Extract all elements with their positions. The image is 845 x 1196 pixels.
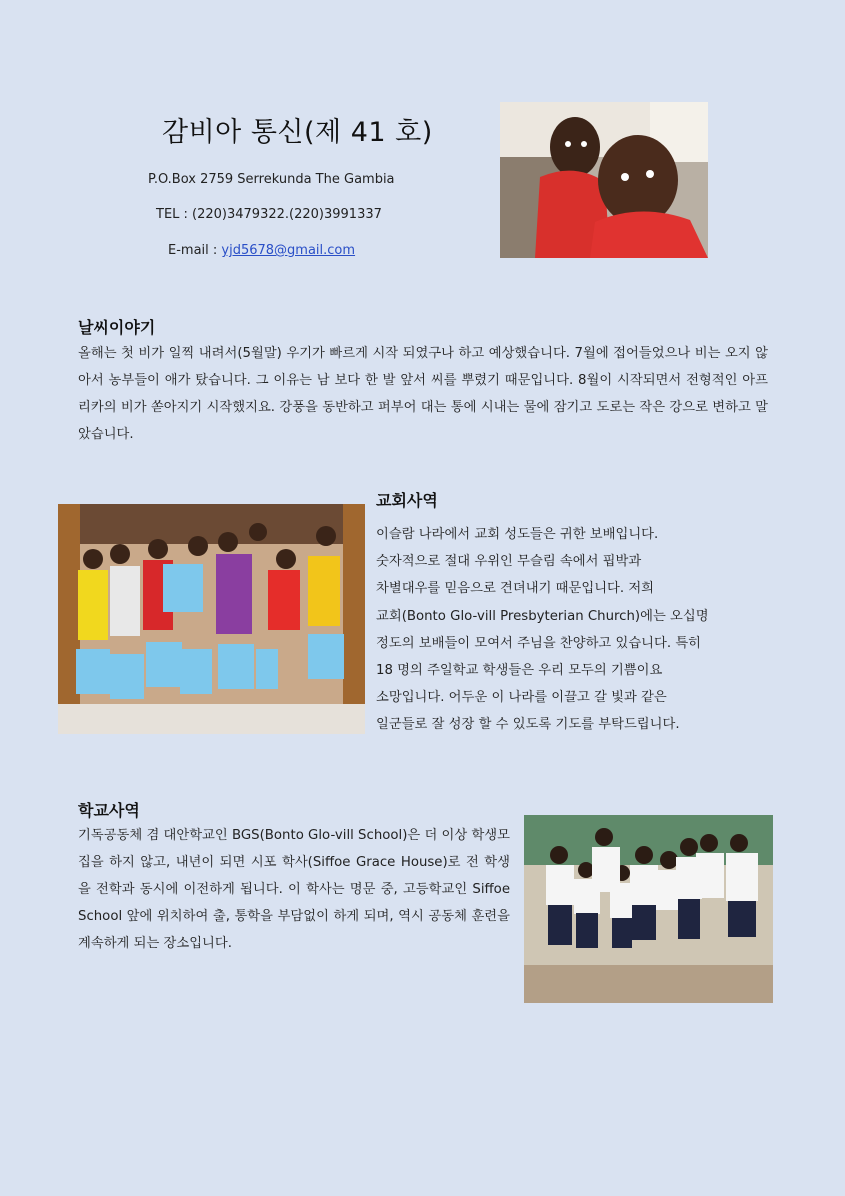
church-line: 숫자적으로 절대 우위인 무슬림 속에서 핍박과: [376, 554, 642, 570]
church-line: 이슬람 나라에서 교회 성도들은 귀한 보배입니다.: [376, 527, 659, 542]
church-paragraph: [376, 521, 776, 739]
address-line: P.O.Box 2759 Serrekunda The Gambia: [148, 172, 395, 187]
email-link[interactable]: yjd5678@gmail.com: [221, 243, 356, 258]
weather-paragraph: 올해는 첫 비가 일찍 내려서(5월말) 우기가 빠르게 시작 되였구나 하고 예상했습니다. 7월에 접어들었으나 비는 오지 않아서 농부들이 애가 탔습니다. 그 이유는 남 보다 한 발 앞서 씨를 뿌렸기 때문입니다. 8월이 시작되면서 전형적인 아프리카의 비가 쏟아지기 시작했지요. 강풍을 동반하고 퍼부어 대는 통에 시내는 물에 잠기고 도로는 작은 강으로 변하고 말았습니다.: [78, 346, 768, 442]
students-photo: [524, 815, 773, 1003]
church-line: 일군들로 잘 성장 할 수 있도록 기도를 부탁드립니다.: [376, 717, 680, 733]
church-line: 정도의 보배들이 모여서 주님을 찬양하고 있습니다. 특히: [376, 635, 702, 651]
weather-heading: 날씨이야기: [78, 318, 156, 337]
school-paragraph: 기독공동체 겸 대안학교인 BGS(Bonto Glo-vill School)은 더 이상 학생모집을 하지 않고, 내년이 되면 시포 학사(Siffoe Grace House)로 전 학생을 전학과 동시에 이전하게 됩니다. 이 학사는 명문 중, 고등학교인 Siffoe School 앞에 위치하여 출, 통학을 부담없이 하게 되며, 역시 공동체 훈련을 계속하게 되는 장소입니다.: [78, 828, 510, 951]
church-heading: 교회사역: [376, 491, 438, 510]
email-line: [168, 243, 355, 258]
church-line: 18 명의 주일학교 학생들은 우리 모두의 기쁨이요: [376, 663, 663, 679]
boys-photo: [500, 102, 708, 258]
church-line: 교회(Bonto Glo-vill Presbyterian Church)에는 오십명: [376, 608, 709, 624]
tel-line: TEL : (220)3479322.(220)3991337: [156, 207, 382, 222]
church-line: 차별대우를 믿음으로 견뎌내기 때문입니다. 저희: [376, 581, 655, 597]
church-children-photo: [58, 504, 365, 734]
church-line: 소망입니다. 어두운 이 나라를 이끌고 갈 빛과 같은: [376, 690, 667, 706]
school-heading: 학교사역: [78, 801, 140, 820]
email-label: E-mail :: [168, 243, 222, 258]
page-title: 감비아 통신(제 41 호): [162, 117, 433, 148]
